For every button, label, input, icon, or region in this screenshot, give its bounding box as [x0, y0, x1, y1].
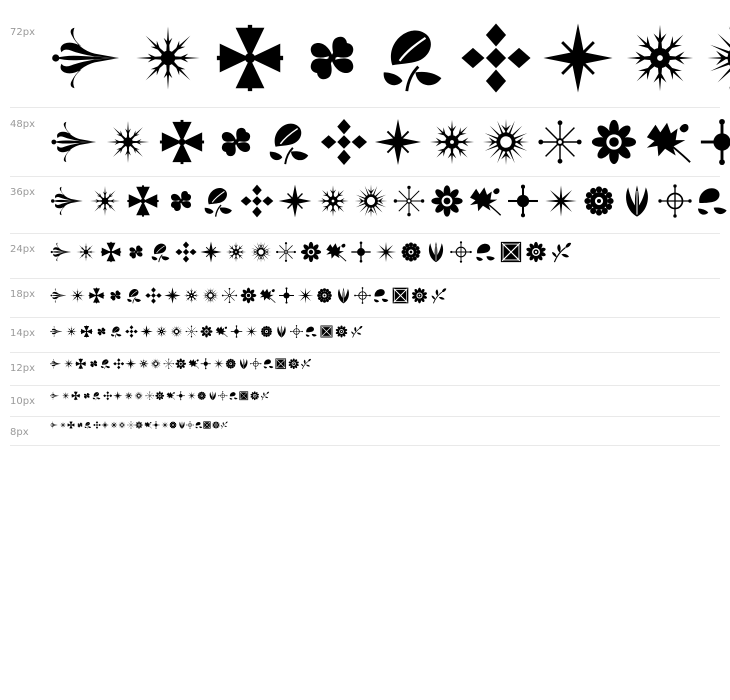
compass-star-icon: [113, 391, 123, 401]
eight-point-star-icon: [61, 391, 71, 401]
daisy-flower-icon: [135, 421, 143, 429]
circle-cross-icon: [290, 325, 303, 338]
daisy-ring-icon: [212, 421, 220, 429]
sun-ring-icon: [202, 287, 219, 304]
maltese-cross-icon: [100, 241, 122, 263]
daisy-ring-icon: [411, 287, 428, 304]
daisy-flower-icon: [590, 118, 638, 166]
glyph-sample: [50, 356, 730, 372]
rosette-icon: [582, 184, 616, 218]
sample-row-8: [10, 417, 720, 446]
diamond-quatrefoil-icon: [103, 391, 113, 401]
compass-star-icon: [278, 184, 312, 218]
daisy-flower-icon: [200, 325, 213, 338]
leaf-cluster-small-icon: [373, 287, 390, 304]
fleuron-spray-icon: [50, 287, 67, 304]
fleuron-spray-icon: [50, 421, 58, 429]
diamond-quatrefoil-icon: [320, 118, 368, 166]
size-label: 12px: [10, 363, 35, 374]
sprig-icon: [260, 391, 270, 401]
sprig-icon: [220, 421, 228, 429]
hatched-cross-icon: [275, 358, 287, 370]
size-label: 14px: [10, 328, 35, 339]
diamond-quatrefoil-icon: [125, 325, 138, 338]
sample-row-36: [10, 177, 720, 234]
snowflake-star-icon: [428, 118, 476, 166]
vine-leaf-icon: [188, 358, 200, 370]
rosette-icon: [400, 241, 422, 263]
diamond-quatrefoil-icon: [175, 241, 197, 263]
dotted-compass-icon: [275, 241, 297, 263]
daisy-ring-icon: [335, 325, 348, 338]
thin-asterisk-icon: [375, 241, 397, 263]
circle-cross-icon: [218, 391, 228, 401]
leaf-cluster-icon: [84, 421, 92, 429]
bead-cross-icon: [176, 391, 186, 401]
daisy-flower-icon: [430, 184, 464, 218]
thin-asterisk-icon: [245, 325, 258, 338]
sample-row-18: [10, 279, 720, 318]
tulip-leaves-icon: [238, 358, 250, 370]
dotted-compass-icon: [145, 391, 155, 401]
sprig-icon: [350, 325, 363, 338]
glyph-sample: [50, 389, 730, 403]
thin-asterisk-icon: [213, 358, 225, 370]
fleuron-spray-icon: [50, 358, 62, 370]
vine-leaf-icon: [644, 118, 692, 166]
diamond-quatrefoil-icon: [145, 287, 162, 304]
bead-cross-icon: [278, 287, 295, 304]
diamond-quatrefoil-icon: [93, 421, 101, 429]
thin-asterisk-icon: [544, 184, 578, 218]
glyph-sample: [50, 238, 730, 266]
snowflake-star-icon: [183, 287, 200, 304]
compass-star-icon: [164, 287, 181, 304]
bead-cross-icon: [200, 358, 212, 370]
tulip-leaves-icon: [178, 421, 186, 429]
size-label: 24px: [10, 244, 35, 255]
leaf-cluster-small-icon: [195, 421, 203, 429]
thin-asterisk-icon: [161, 421, 169, 429]
fleuron-spray-icon: [50, 391, 60, 401]
tulip-leaves-icon: [335, 287, 352, 304]
sun-ring-icon: [482, 118, 530, 166]
eight-point-star-icon: [65, 325, 78, 338]
tulip-leaves-icon: [620, 184, 654, 218]
fleuron-spray-icon: [50, 184, 84, 218]
rosette-icon: [260, 325, 273, 338]
daisy-flower-icon: [300, 241, 322, 263]
leaf-cluster-icon: [378, 22, 450, 94]
hatched-cross-icon: [203, 421, 211, 429]
sprig-icon: [550, 241, 572, 263]
dotted-compass-icon: [163, 358, 175, 370]
size-label: 36px: [10, 187, 35, 198]
four-heart-clover-icon: [107, 287, 124, 304]
vine-leaf-icon: [259, 287, 276, 304]
glyph-sample: [50, 181, 730, 221]
snowflake-star-icon: [316, 184, 350, 218]
bead-cross-icon: [698, 118, 730, 166]
glyph-sample: [50, 18, 730, 98]
hatched-cross-icon: [320, 325, 333, 338]
circle-cross-icon: [450, 241, 472, 263]
thin-asterisk-icon: [187, 391, 197, 401]
tulip-leaves-icon: [275, 325, 288, 338]
sun-ring-icon: [250, 241, 272, 263]
daisy-flower-icon: [240, 287, 257, 304]
rosette-icon: [316, 287, 333, 304]
glyph-sample: [50, 114, 730, 170]
eight-point-star-icon: [88, 184, 122, 218]
vine-leaf-icon: [468, 184, 502, 218]
eight-point-star-icon: [59, 421, 67, 429]
sun-ring-icon: [118, 421, 126, 429]
size-label: 10px: [10, 396, 35, 407]
dotted-compass-icon: [221, 287, 238, 304]
sample-row-14: [10, 318, 720, 353]
snowflake-star-icon: [155, 325, 168, 338]
daisy-flower-icon: [155, 391, 165, 401]
diamond-quatrefoil-icon: [113, 358, 125, 370]
daisy-ring-icon: [250, 391, 260, 401]
leaf-cluster-small-icon: [305, 325, 318, 338]
daisy-ring-icon: [525, 241, 547, 263]
compass-star-icon: [374, 118, 422, 166]
bead-cross-icon: [230, 325, 243, 338]
fleuron-spray-icon: [50, 241, 72, 263]
daisy-flower-icon: [175, 358, 187, 370]
compass-star-icon: [101, 421, 109, 429]
leaf-cluster-small-icon: [696, 184, 730, 218]
rosette-icon: [169, 421, 177, 429]
snowflake-star-icon: [624, 22, 696, 94]
hatched-cross-icon: [392, 287, 409, 304]
glyph-sample: [50, 284, 730, 306]
compass-star-icon: [542, 22, 614, 94]
maltese-cross-icon: [88, 287, 105, 304]
circle-cross-icon: [250, 358, 262, 370]
leaf-cluster-small-icon: [263, 358, 275, 370]
four-heart-clover-icon: [88, 358, 100, 370]
size-label: 8px: [10, 427, 29, 438]
bead-cross-icon: [350, 241, 372, 263]
vine-leaf-icon: [144, 421, 152, 429]
snowflake-star-icon: [124, 391, 134, 401]
circle-cross-icon: [658, 184, 692, 218]
eight-point-star-icon: [63, 358, 75, 370]
glyph-sample: [50, 322, 730, 340]
sprig-icon: [430, 287, 447, 304]
vine-leaf-icon: [325, 241, 347, 263]
thin-asterisk-icon: [297, 287, 314, 304]
four-heart-clover-icon: [296, 22, 368, 94]
maltese-cross-icon: [126, 184, 160, 218]
sun-ring-icon: [150, 358, 162, 370]
diamond-quatrefoil-icon: [240, 184, 274, 218]
diamond-quatrefoil-icon: [460, 22, 532, 94]
rosette-icon: [225, 358, 237, 370]
leaf-cluster-small-icon: [229, 391, 239, 401]
size-label: 18px: [10, 289, 35, 300]
maltese-cross-icon: [71, 391, 81, 401]
tulip-leaves-icon: [208, 391, 218, 401]
glyph-sample: [50, 419, 730, 431]
circle-cross-icon: [186, 421, 194, 429]
snowflake-star-icon: [110, 421, 118, 429]
fleuron-spray-icon: [50, 22, 122, 94]
sun-ring-icon: [706, 22, 730, 94]
size-label: 48px: [10, 119, 35, 130]
four-heart-clover-icon: [95, 325, 108, 338]
four-heart-clover-icon: [212, 118, 260, 166]
maltese-cross-icon: [67, 421, 75, 429]
leaf-cluster-icon: [100, 358, 112, 370]
vine-leaf-icon: [215, 325, 228, 338]
dotted-compass-icon: [127, 421, 135, 429]
leaf-cluster-icon: [202, 184, 236, 218]
four-heart-clover-icon: [76, 421, 84, 429]
fleuron-spray-icon: [50, 118, 98, 166]
sun-ring-icon: [170, 325, 183, 338]
size-label: 72px: [10, 27, 35, 38]
compass-star-icon: [200, 241, 222, 263]
sun-ring-icon: [134, 391, 144, 401]
tulip-leaves-icon: [425, 241, 447, 263]
leaf-cluster-icon: [150, 241, 172, 263]
compass-star-icon: [125, 358, 137, 370]
leaf-cluster-icon: [126, 287, 143, 304]
maltese-cross-icon: [80, 325, 93, 338]
bead-cross-icon: [506, 184, 540, 218]
circle-cross-icon: [354, 287, 371, 304]
hatched-cross-icon: [500, 241, 522, 263]
leaf-cluster-icon: [92, 391, 102, 401]
eight-point-star-icon: [75, 241, 97, 263]
sample-row-12: [10, 353, 720, 386]
maltese-cross-icon: [214, 22, 286, 94]
bead-cross-icon: [152, 421, 160, 429]
snowflake-star-icon: [225, 241, 247, 263]
compass-star-icon: [140, 325, 153, 338]
dotted-compass-icon: [536, 118, 584, 166]
sprig-icon: [300, 358, 312, 370]
maltese-cross-icon: [75, 358, 87, 370]
eight-point-star-icon: [132, 22, 204, 94]
rosette-icon: [197, 391, 207, 401]
sample-row-48: [10, 108, 720, 177]
vine-leaf-icon: [166, 391, 176, 401]
dotted-compass-icon: [185, 325, 198, 338]
leaf-cluster-small-icon: [475, 241, 497, 263]
maltese-cross-icon: [158, 118, 206, 166]
sample-row-10: [10, 386, 720, 417]
eight-point-star-icon: [104, 118, 152, 166]
sample-row-24: [10, 234, 720, 279]
leaf-cluster-icon: [110, 325, 123, 338]
dotted-compass-icon: [392, 184, 426, 218]
sun-ring-icon: [354, 184, 388, 218]
hatched-cross-icon: [239, 391, 249, 401]
four-heart-clover-icon: [82, 391, 92, 401]
daisy-ring-icon: [288, 358, 300, 370]
fleuron-spray-icon: [50, 325, 63, 338]
sample-row-72: [10, 0, 720, 108]
four-heart-clover-icon: [125, 241, 147, 263]
leaf-cluster-icon: [266, 118, 314, 166]
eight-point-star-icon: [69, 287, 86, 304]
four-heart-clover-icon: [164, 184, 198, 218]
snowflake-star-icon: [138, 358, 150, 370]
